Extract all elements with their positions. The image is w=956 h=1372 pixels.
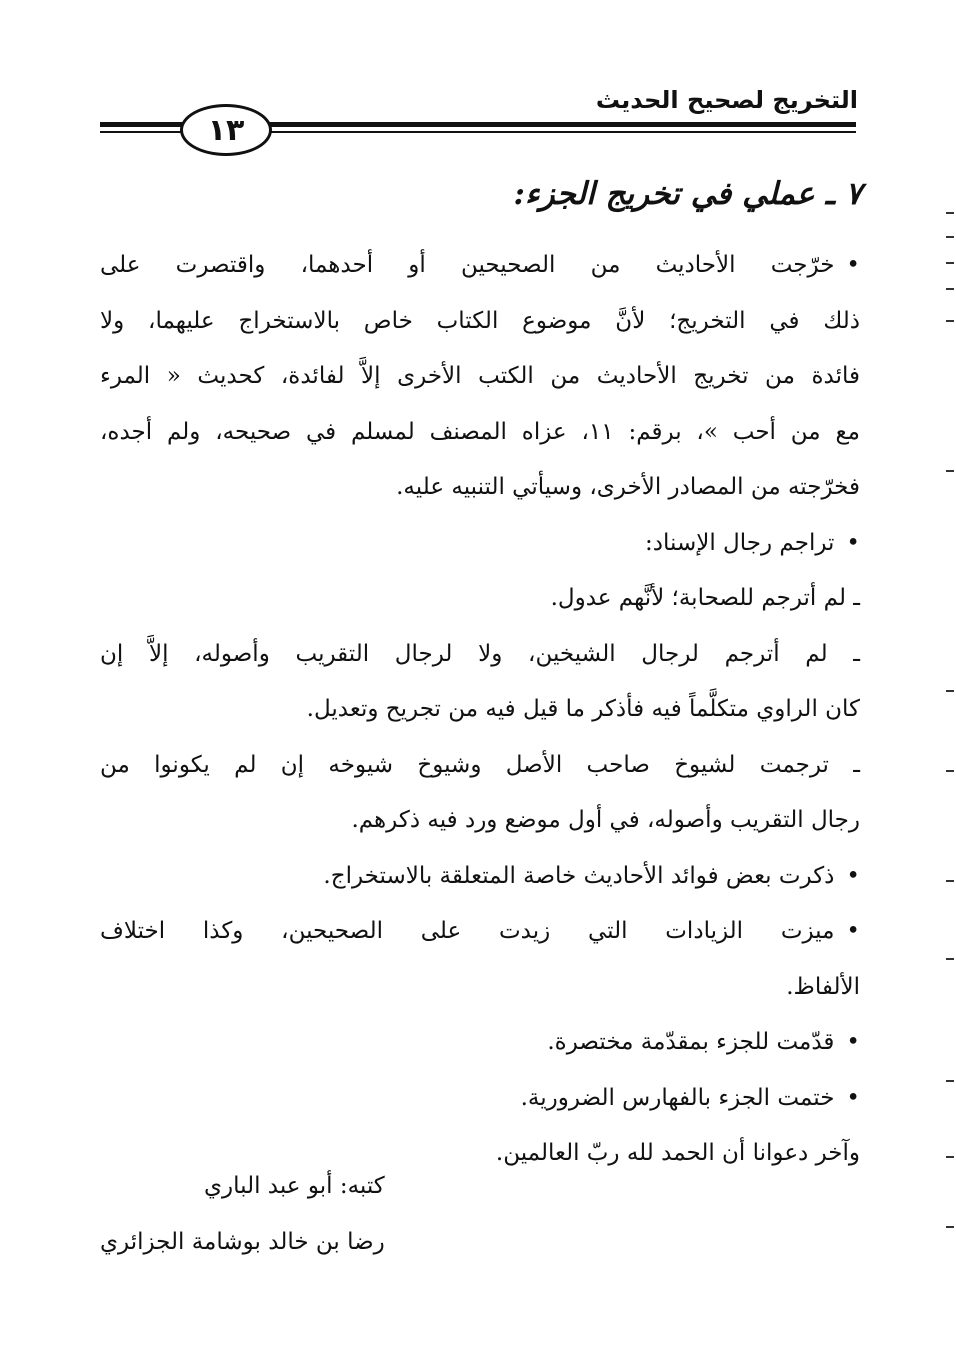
page-number: ١٣ xyxy=(180,104,272,156)
paragraph-line: •ختمت الجزء بالفهارس الضرورية. xyxy=(100,1071,860,1127)
paragraph-line: •ذكرت بعض فوائد الأحاديث خاصة المتعلقة بالاستخراج. xyxy=(100,849,860,905)
signature-name: رضا بن خالد بوشامة الجزائري xyxy=(100,1229,385,1255)
paragraph-line: فائدة من تخريج الأحاديث من الكتب الأخرى إلاَّ لفائدة، كحديث « المرء xyxy=(100,363,860,389)
bullet-icon: • xyxy=(846,529,860,556)
scan-edge-mark xyxy=(946,1226,954,1228)
scan-edge-mark xyxy=(946,288,954,290)
paragraph-line: •تراجم رجال الإسناد: xyxy=(100,516,860,572)
paragraph-line: الألفاظ. xyxy=(786,973,860,1000)
paragraph-line: مع من أحب »، برقم: ١١، عزاه المصنف لمسلم في صحيحه، ولم أجده، xyxy=(100,418,861,445)
paragraph-line: فخرّجته من المصادر الأخرى، وسيأتي التنبيه عليه. xyxy=(396,474,860,500)
scan-edge-mark xyxy=(946,958,954,960)
paragraph-line: كان الراوي متكلَّماً فيه فأذكر ما قيل فيه من تجريح وتعديل. xyxy=(306,696,860,722)
scan-edge-mark xyxy=(946,1156,954,1158)
section-heading: ٧ ـ عملي في تخريج الجزء: xyxy=(513,176,862,212)
paragraph-line: ـ لم أترجم لرجال الشيخين، ولا لرجال التقريب وأصوله، إلاَّ إن xyxy=(100,640,860,667)
paragraph-line: رجال التقريب وأصوله، في أول موضع ورد فيه ذكرهم. xyxy=(351,807,860,833)
signature-line: كتبه: أبو عبد الباري xyxy=(204,1173,385,1199)
scan-edge-mark xyxy=(946,880,954,882)
scan-edge-mark xyxy=(946,212,954,214)
body-text xyxy=(100,238,860,1182)
paragraph-line: •خرّجت الأحاديث من الصحيحين أو أحدهما، واقتصرت على xyxy=(100,238,860,294)
paragraph-line: ـ ترجمت لشيوخ صاحب الأصل وشيوخ شيوخه إن لم يكونوا من xyxy=(100,751,860,778)
scan-edge-mark xyxy=(946,470,954,472)
bullet-icon: • xyxy=(846,1029,860,1055)
bullet-icon: • xyxy=(846,252,860,278)
scan-edge-mark xyxy=(946,690,954,692)
scan-edge-mark xyxy=(946,320,954,322)
paragraph-line: ـ لم أترجم للصحابة؛ لأنَّهم عدول. xyxy=(550,585,860,611)
paragraph-line: •ميزت الزيادات التي زيدت على الصحيحين، وكذا اختلاف xyxy=(100,904,860,960)
scan-edge-mark xyxy=(946,770,954,772)
paragraph-line: •قدّمت للجزء بمقدّمة مختصرة. xyxy=(100,1015,860,1071)
running-title: التخريج لصحيح الحديث xyxy=(595,86,858,114)
bullet-icon: • xyxy=(846,862,860,889)
paragraph-line: ذلك في التخريج؛ لأنَّ موضوع الكتاب خاص بالاستخراج عليهما، ولا xyxy=(100,307,860,334)
bullet-icon: • xyxy=(846,918,860,944)
scan-edge-mark xyxy=(946,262,954,264)
scan-edge-mark xyxy=(946,236,954,238)
signature-block xyxy=(100,1158,385,1270)
bullet-icon: • xyxy=(846,1084,860,1111)
paragraph-line: وآخر دعوانا أن الحمد لله ربّ العالمين. xyxy=(495,1140,860,1166)
scan-edge-mark xyxy=(946,1080,954,1082)
